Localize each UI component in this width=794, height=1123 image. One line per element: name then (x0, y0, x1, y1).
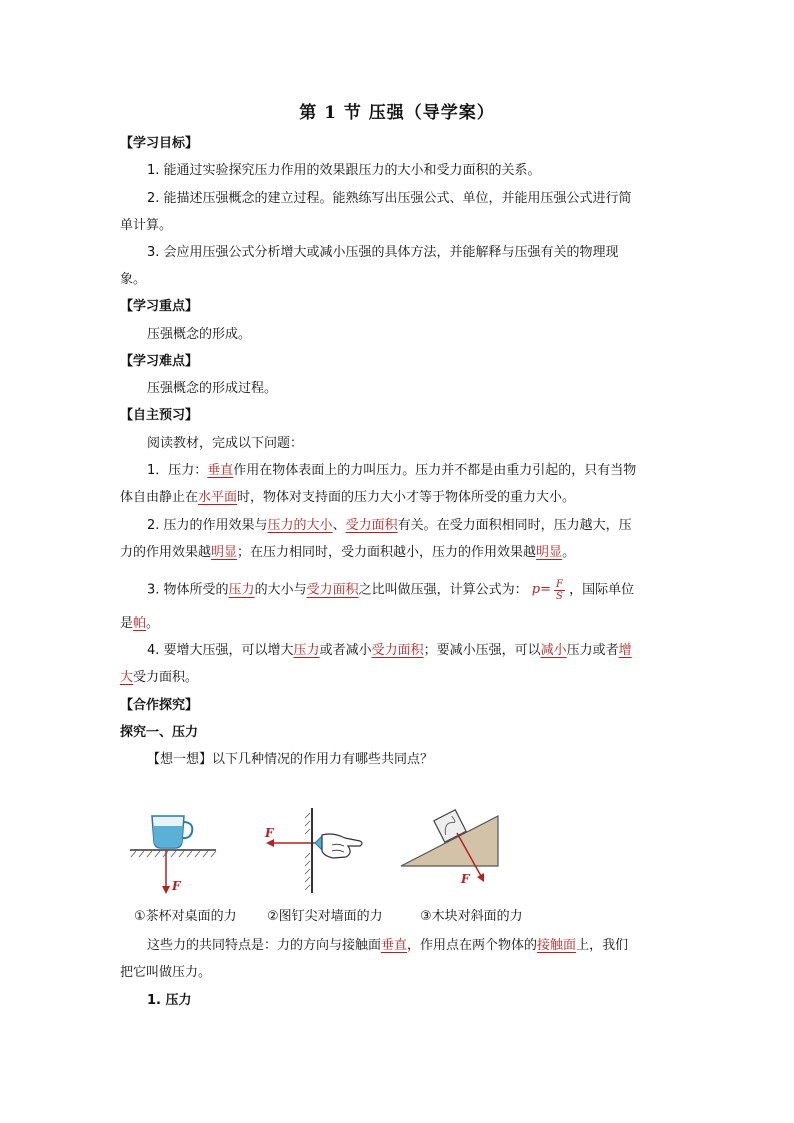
subsection-pressure: 1. 压力 (147, 993, 192, 1008)
thumbtack-icon (315, 836, 322, 850)
figure-caption-3: ③木块对斜面的力 (420, 909, 523, 924)
answer-blank: 增 (618, 643, 632, 658)
text: ；在压力相同时，受力面积越小，压力的作用效果越 (237, 545, 537, 560)
formula-fraction (554, 579, 565, 602)
answer-blank: 垂直 (381, 938, 408, 953)
answer-blank: 帕 (133, 616, 147, 631)
text: 4. 要增大压强，可以增大 (147, 643, 294, 658)
block-incline-figure (398, 802, 506, 888)
answer-blank: 明显 (211, 545, 238, 560)
page-title: 第 1 节 压强（导学案） (299, 103, 495, 123)
text: 这些力的共同特点是：力的方向与接触面 (147, 938, 382, 953)
section-preview: 【自主预习】 (120, 408, 199, 423)
text: 1．压力： (147, 463, 208, 478)
text: 上，我们 (576, 938, 629, 953)
formula-equals: = (540, 582, 551, 597)
force-label: F (461, 872, 470, 886)
answer-blank: 受力面积 (306, 582, 359, 598)
question-4-line-1 (147, 643, 632, 659)
text: 压力或者 (566, 643, 619, 658)
answer-blank: 压力的大小 (267, 518, 333, 533)
text: 。 (146, 616, 160, 631)
text: 时，物体对支持面的压力大小才等于物体所受的重力大小。 (237, 490, 576, 505)
think-prompt: 【想一想】以下几种情况的作用力有哪些共同点？ (147, 752, 434, 767)
text: 有关。在受力面积相同时，压力越大，压 (397, 518, 632, 533)
goal-2-line-1: 2. 能描述压强概念的建立过程。能熟练写出压强公式、单位，并能用压强公式进行简 (147, 191, 632, 206)
text: 或者减小 (319, 643, 372, 658)
table-hatching (131, 851, 216, 857)
question-2-line-1 (147, 518, 632, 534)
text: 体自由静止在 (120, 490, 199, 505)
section-difficulty: 【学习难点】 (120, 354, 199, 369)
answer-blank: 减小 (540, 643, 567, 658)
section-goals: 【学习目标】 (120, 136, 199, 151)
text: 。 (562, 545, 576, 560)
formula-denominator: S (556, 590, 563, 602)
goal-3-line-2: 象。 (120, 272, 147, 287)
answer-blank: 受力面积 (371, 643, 424, 658)
question-1-line-2 (120, 490, 575, 506)
difficulty-text: 压强概念的形成过程。 (147, 381, 278, 396)
cup-liquid (153, 826, 183, 847)
thumbtack-wall-figure (258, 805, 368, 897)
common-feature-line-2: 把它叫做压力。 (120, 965, 212, 980)
formula-numerator: F (555, 578, 563, 590)
answer-blank: 压力 (293, 643, 320, 658)
text: ，作用点在两个物体的 (407, 938, 538, 953)
answer-blank: 压力 (228, 582, 255, 598)
key-text: 压强概念的形成。 (147, 327, 252, 342)
text: 力的作用效果越 (120, 545, 212, 560)
arrow-head (266, 839, 274, 847)
figure-caption-2: ②图钉尖对墙面的力 (267, 909, 383, 924)
text: 、 (332, 518, 346, 533)
pressure-formula (532, 578, 565, 602)
question-3-line-1 (147, 578, 634, 603)
question-4-line-2 (120, 670, 198, 686)
answer-blank: 明显 (536, 545, 563, 560)
text: 是 (120, 616, 134, 631)
section-coop: 【合作探究】 (120, 698, 199, 713)
goal-1: 1. 能通过实验探究压力作用的效果跟压力的大小和受力面积的关系。 (147, 163, 541, 178)
goal-3-line-1: 3. 会应用压强公式分析增大或减小压强的具体方法，并能解释与压强有关的物理现 (147, 245, 619, 260)
text: 2. 压力的作用效果与 (147, 518, 268, 533)
cup-on-table-figure (128, 808, 218, 900)
force-label: F (172, 879, 181, 893)
answer-blank: 大 (120, 670, 134, 685)
answer-blank: 受力面积 (345, 518, 398, 533)
arrow-head (162, 886, 170, 894)
question-3-line-2 (120, 616, 159, 632)
text: 的大小与 (254, 582, 307, 598)
text: ，国际单位 (569, 582, 635, 598)
text: 3. 物体所受的 (147, 582, 229, 598)
explore-heading: 探究一、压力 (120, 725, 199, 740)
text: 之比叫做压强，计算公式为： (358, 582, 528, 598)
formula-p: p (531, 582, 541, 597)
text: 作用在物体表面上的力叫压力。压力并不都是由重力引起的，只有当物 (233, 463, 637, 478)
answer-blank: 接触面 (537, 938, 577, 953)
answer-blank: 水平面 (198, 490, 238, 505)
preview-intro: 阅读教材，完成以下问题： (147, 436, 304, 451)
question-1-line-1 (147, 463, 636, 479)
answer-blank: 垂直 (207, 463, 234, 478)
wall-hatching (305, 813, 310, 890)
common-feature-line-1 (147, 938, 628, 954)
text: ；要减小压强，可以 (423, 643, 541, 658)
text: 受力面积。 (133, 670, 199, 685)
question-2-line-2 (120, 545, 575, 561)
figure-caption-1: ①茶杯对桌面的力 (134, 909, 237, 924)
hand-icon (322, 834, 362, 858)
section-key: 【学习重点】 (120, 299, 199, 314)
goal-2-line-2: 单计算。 (120, 218, 173, 233)
force-label: F (265, 826, 274, 840)
